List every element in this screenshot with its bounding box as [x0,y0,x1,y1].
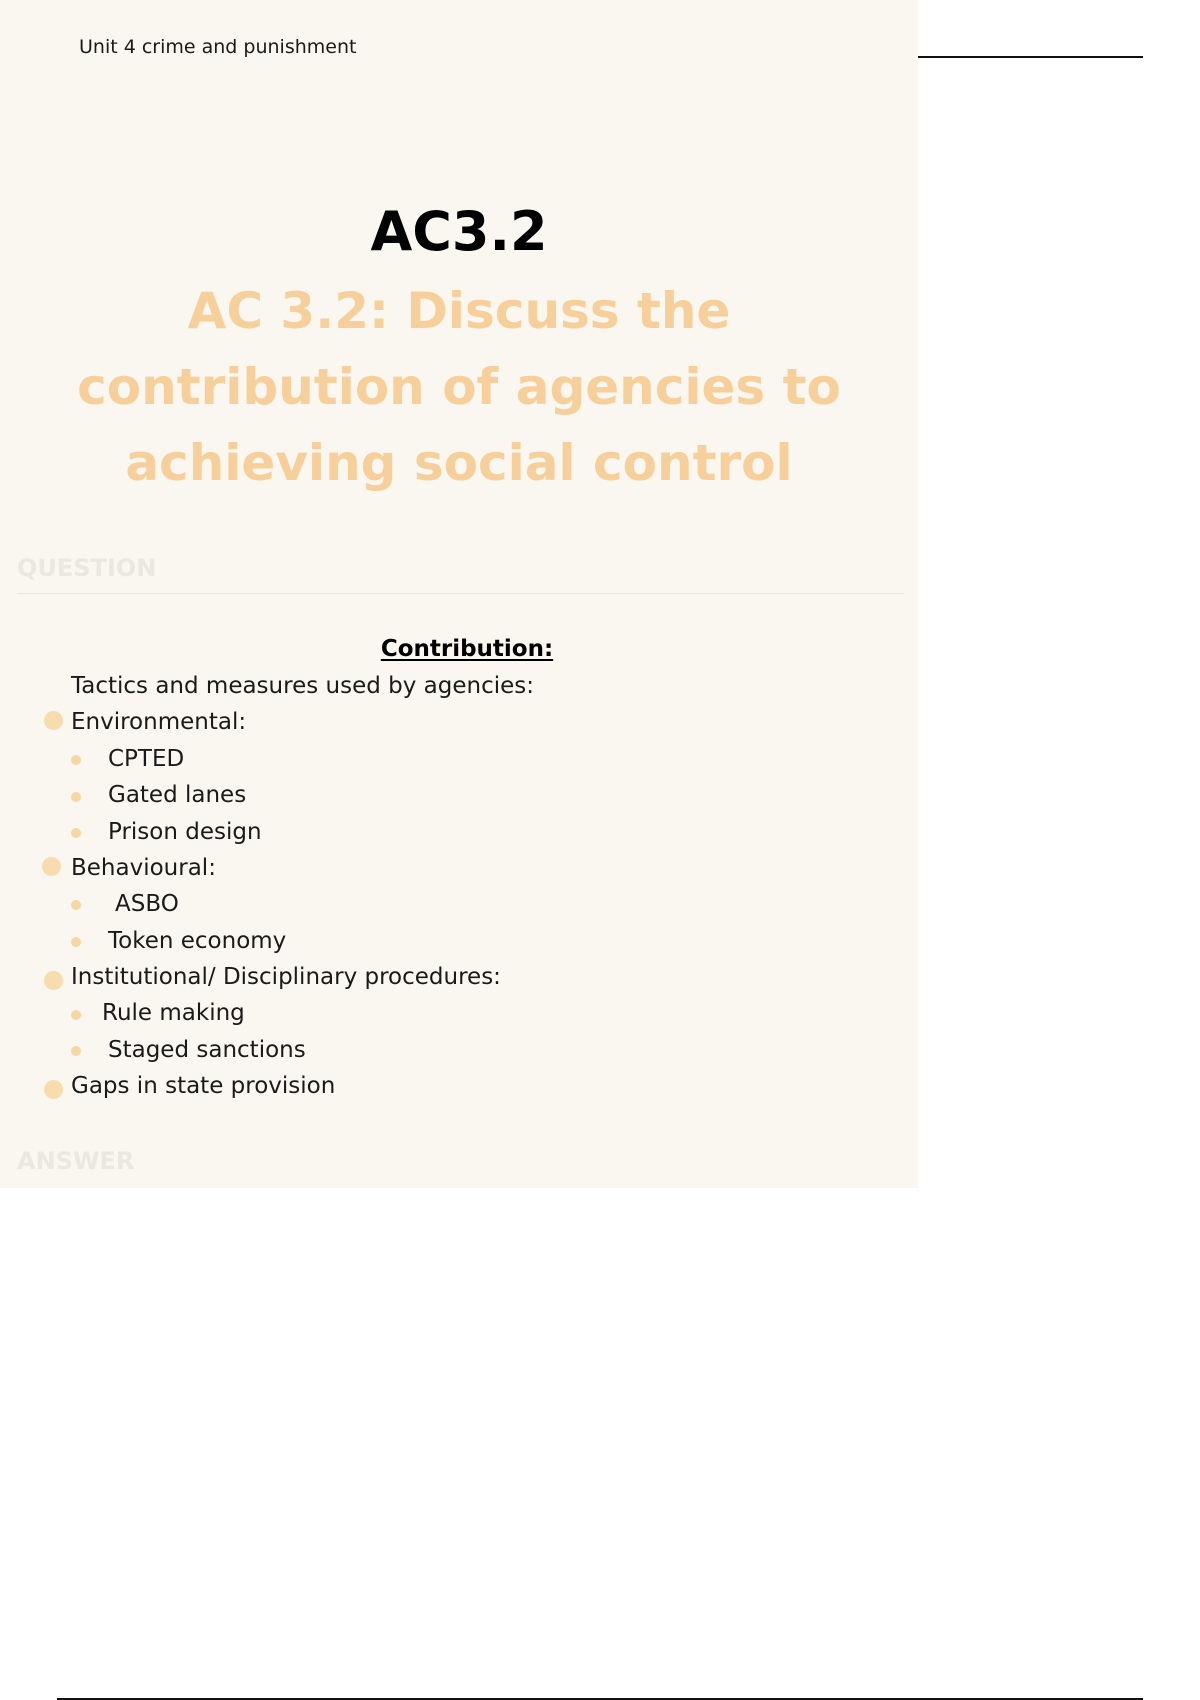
list-item-gaps: Gaps in state provision [71,1073,336,1099]
sub-item-cpted: CPTED [108,746,185,772]
header-unit-label: Unit 4 crime and punishment [79,36,357,58]
bullet-icon [44,971,63,990]
list-item-behavioural: Behavioural: [71,855,216,881]
question-divider [17,593,904,594]
sub-bullet-icon [71,828,81,838]
sub-item-asbo: ASBO [115,891,179,917]
sub-bullet-icon [71,1010,81,1020]
list-item-institutional: Institutional/ Disciplinary procedures: [71,964,501,990]
intro-text: Tactics and measures used by agencies: [71,673,534,699]
contribution-heading: Contribution: [380,636,554,662]
sub-bullet-icon [71,900,81,910]
bullet-icon [44,1080,63,1099]
slide-subtitle: AC 3.2: Discuss the contribution of agencies to achieving social control [77,282,841,492]
sub-item-gated-lanes: Gated lanes [108,782,247,808]
sub-item-prison-design: Prison design [108,819,262,845]
sub-bullet-icon [71,1046,81,1056]
answer-label: ANSWER [17,1147,135,1175]
sub-item-staged-sanctions: Staged sanctions [108,1037,306,1063]
header-rule [918,56,1143,58]
sub-bullet-icon [71,755,81,765]
list-item-environmental: Environmental: [71,709,247,735]
sub-bullet-icon [71,937,81,947]
sub-item-rule-making: Rule making [102,1000,245,1026]
sub-bullet-icon [71,792,81,802]
slide-title: AC3.2 [370,200,548,263]
bullet-icon [44,711,63,730]
sub-item-token-economy: Token economy [108,928,287,954]
bullet-icon [42,857,61,876]
question-label: QUESTION [17,554,157,582]
